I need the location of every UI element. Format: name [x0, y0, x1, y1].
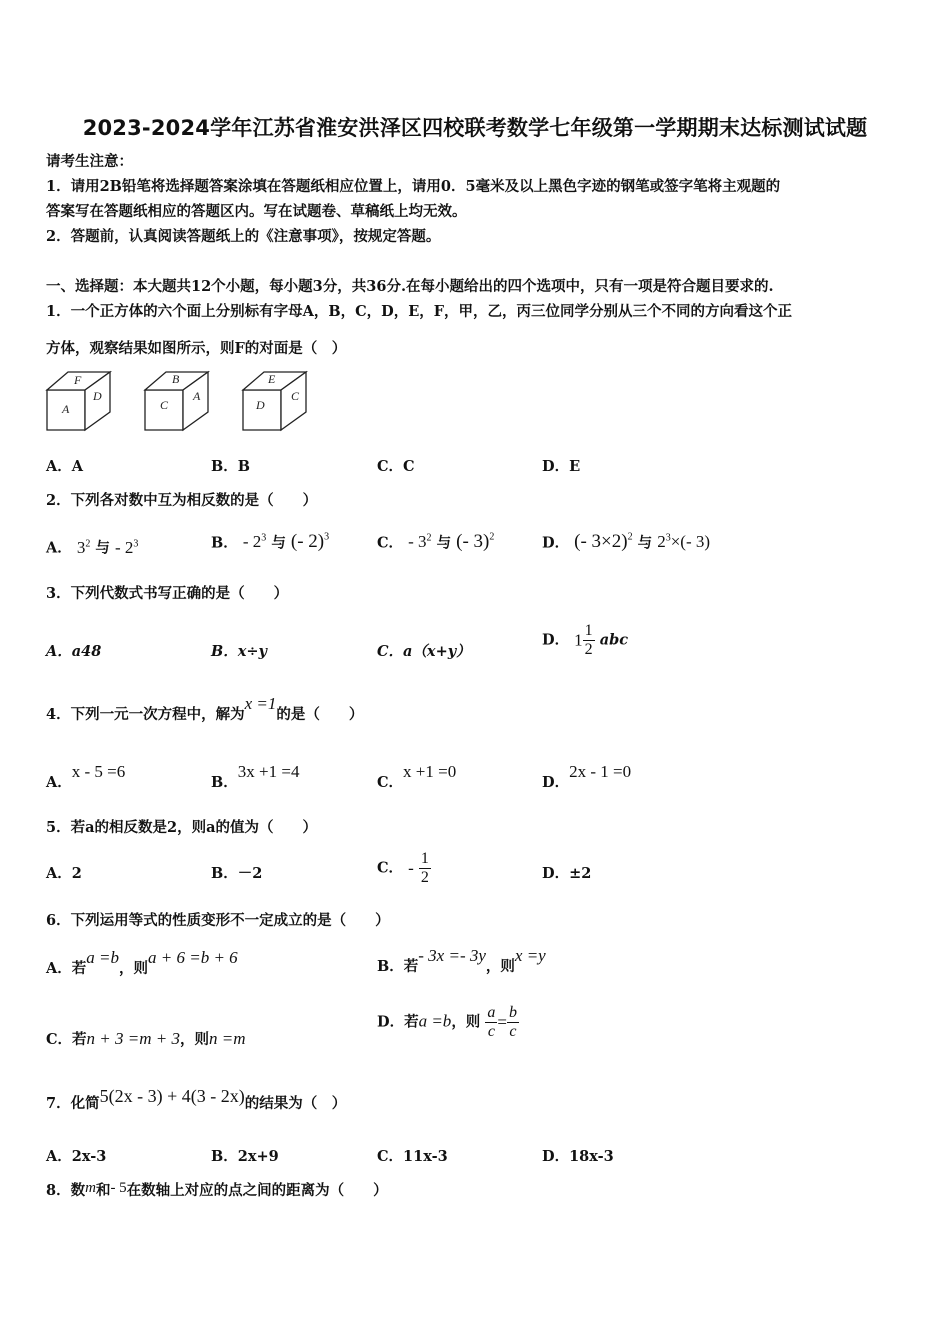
- q5-stem: 5．若a的相反数是2，则a的值为（ ）: [46, 819, 317, 836]
- notice-item-1b: 答案写在答题纸相应的答题区内。写在试题卷、草稿纸上均无效。: [46, 203, 467, 220]
- q1-option-d: D．E: [542, 458, 581, 475]
- cube-3-front-label: D: [256, 398, 265, 412]
- q4-option-a: A．x - 5 =6: [46, 762, 126, 791]
- cube-figure-1: [44, 368, 114, 436]
- q3-stem: 3．下列代数式书写正确的是（ ）: [46, 585, 289, 602]
- q5-option-d: D．±2: [542, 865, 592, 882]
- q4-stem: 4．下列一元一次方程中，解为x =1的是（ ）: [46, 694, 364, 723]
- cube-figure-2: [142, 368, 212, 436]
- q1-option-b: B．B: [211, 458, 251, 475]
- notice-item-2: 2．答题前，认真阅读答题纸上的《注意事项》，按规定答题。: [46, 228, 441, 245]
- q6-option-d: D．若a =b，则 $\frac{a}{c}$ = $\frac{b}{c}$: [377, 1004, 517, 1040]
- q4-option-d: D．2x - 1 =0: [542, 762, 632, 791]
- q8-stem: 8．数m和- 5在数轴上对应的点之间的距离为（ ）: [46, 1180, 388, 1199]
- cube-figure-3: [240, 368, 310, 436]
- q6-stem: 6．下列运用等式的性质变形不一定成立的是（ ）: [46, 912, 390, 929]
- q7-option-a: A．2x-3: [46, 1148, 107, 1165]
- notice-heading: 请考生注意：: [46, 153, 133, 170]
- cube-2-front-label: C: [160, 398, 169, 412]
- notice-item-1a: 1．请用2B铅笔将选择题答案涂填在答题纸相应位置上，请用0．5毫米及以上黑色字迹的钢笔或签字笔将主观题的: [46, 178, 781, 195]
- q5-option-c: C． - $\frac{1}{2}$: [377, 850, 429, 886]
- q3-option-c: C．a（x+y）: [377, 643, 471, 660]
- q2-option-a: A． $3^2$ 与 - $2^3$: [46, 537, 139, 557]
- q6-option-b: B．若- 3x =- 3y，则x =y: [377, 946, 546, 975]
- q3-option-b: B．x÷y: [211, 643, 267, 660]
- q7-option-b: B．2x+9: [211, 1148, 279, 1165]
- q6-option-a: A．若a =b，则a + 6 =b + 6: [46, 948, 238, 977]
- q4-option-b: B．3x +1 =4: [211, 762, 300, 791]
- q2-option-c: C． - $3^2$ 与 (- 3)$^2$: [377, 531, 495, 553]
- q7-option-d: D．18x-3: [542, 1148, 614, 1165]
- q3-option-a: A．a48: [46, 643, 102, 660]
- q5-option-b: B．－2: [211, 865, 263, 882]
- q5-option-a: A．2: [46, 865, 82, 882]
- cube-2-top-label: B: [172, 372, 180, 386]
- q6-option-c: C．若n + 3 =m + 3，则n =m: [46, 1029, 246, 1048]
- cube-1-side-label: D: [93, 389, 102, 403]
- q1-stem-line1: 1．一个正方体的六个面上分别标有字母A，B，C，D，E，F，甲，乙，丙三位同学分别从三个不同的方向看这个正: [46, 303, 793, 320]
- q2-stem: 2．下列各对数中互为相反数的是（ ）: [46, 492, 318, 509]
- q2-option-b: B． - $2^3$ 与 (- 2)$^3$: [211, 531, 330, 553]
- q1-option-c: C．C: [377, 458, 415, 475]
- q7-stem: 7．化简5(2x - 3) + 4(3 - 2x)的结果为（ ）: [46, 1086, 347, 1112]
- cube-3-side-label: C: [291, 389, 300, 403]
- q4-option-c: C．x +1 =0: [377, 762, 457, 791]
- cube-1-top-label: F: [74, 373, 82, 387]
- q2-option-d: D． (- 3×2)$^2$ 与 $2^3\times(-$ 3): [542, 531, 711, 553]
- section-heading: 一、选择题：本大题共12个小题，每小题3分，共36分.在每小题给出的四个选项中，只有一项是符合题目要求的.: [46, 278, 774, 295]
- cube-1-front-label: A: [62, 402, 70, 416]
- q1-stem-line2: 方体，观察结果如图所示，则F的对面是（ ）: [46, 340, 347, 357]
- cube-3-top-label: E: [268, 372, 276, 386]
- q1-option-a: A．A: [46, 458, 84, 475]
- cube-2-side-label: A: [193, 389, 201, 403]
- exam-title: 2023-2024学年江苏省淮安洪泽区四校联考数学七年级第一学期期末达标测试试题: [82, 116, 868, 140]
- q3-option-d: D． 1 $\frac{1}{2}$ abc: [542, 622, 629, 658]
- q7-option-c: C．11x-3: [377, 1148, 448, 1165]
